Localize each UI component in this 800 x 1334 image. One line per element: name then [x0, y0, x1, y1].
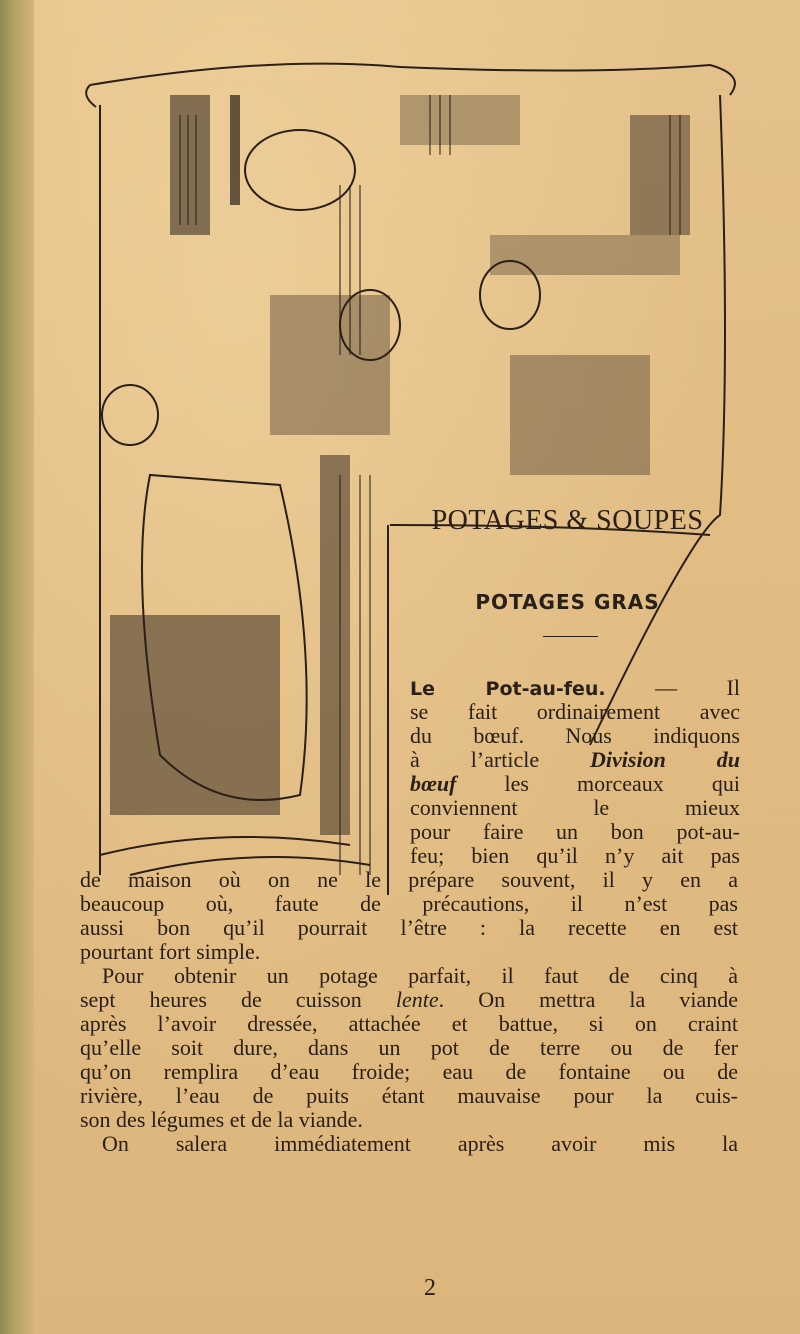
text-line: après l’avoir dressée, attachée et battue, si on craint	[80, 1011, 738, 1036]
text-line: beaucoup où, faute de précautions, il n’est pas	[80, 891, 738, 916]
text-line: du bœuf. Nous indiquons	[410, 723, 740, 748]
text-line	[410, 748, 740, 772]
text-fragment: — Il	[605, 675, 740, 700]
text-line: rivière, l’eau de puits étant mauvaise pour la cuis-	[80, 1083, 738, 1108]
text-fragment-italic: lente	[395, 987, 439, 1012]
text-line: se fait ordinairement avec	[410, 699, 740, 724]
text-line: de maison où on ne le prépare souvent, il y en a	[80, 867, 738, 892]
text-fragment: les morceaux qui	[456, 771, 740, 796]
text-line	[80, 988, 738, 1012]
section-title: POTAGES GRAS	[475, 590, 660, 614]
text-fragment: à l’article	[410, 747, 591, 772]
text-line	[410, 676, 740, 701]
text-line	[410, 772, 740, 796]
text-line: son des légumes et de la viande.	[80, 1107, 363, 1132]
text-line: Pour obtenir un potage parfait, il faut de cinq à	[102, 963, 738, 988]
text-line: conviennent le mieux	[410, 795, 740, 820]
text-line: pourtant fort simple.	[80, 939, 261, 964]
text-line: On salera immédiatement après avoir mis la	[102, 1131, 738, 1156]
chapter-title: POTAGES & SOUPES	[431, 505, 704, 536]
text-line: feu; bien qu’il n’y ait pas	[410, 843, 740, 868]
text-fragment: . On mettra la viande	[438, 987, 738, 1012]
article-heading: Le Pot-au-feu.	[410, 678, 606, 700]
text-fragment-italic: Division du	[590, 747, 740, 772]
text-line: aussi bon qu’il pourrait l’être : la recette en est	[80, 915, 738, 940]
text-line: pour faire un bon pot-au-	[410, 819, 740, 844]
page-number: 2	[424, 1275, 436, 1301]
text-fragment-italic: bœuf	[410, 771, 457, 796]
text-line: qu’elle soit dure, dans un pot de terre ou de fer	[80, 1035, 738, 1060]
text-fragment: sept heures de cuisson	[80, 987, 396, 1012]
text-line: qu’on remplira d’eau froide; eau de fontaine ou de	[80, 1059, 738, 1084]
